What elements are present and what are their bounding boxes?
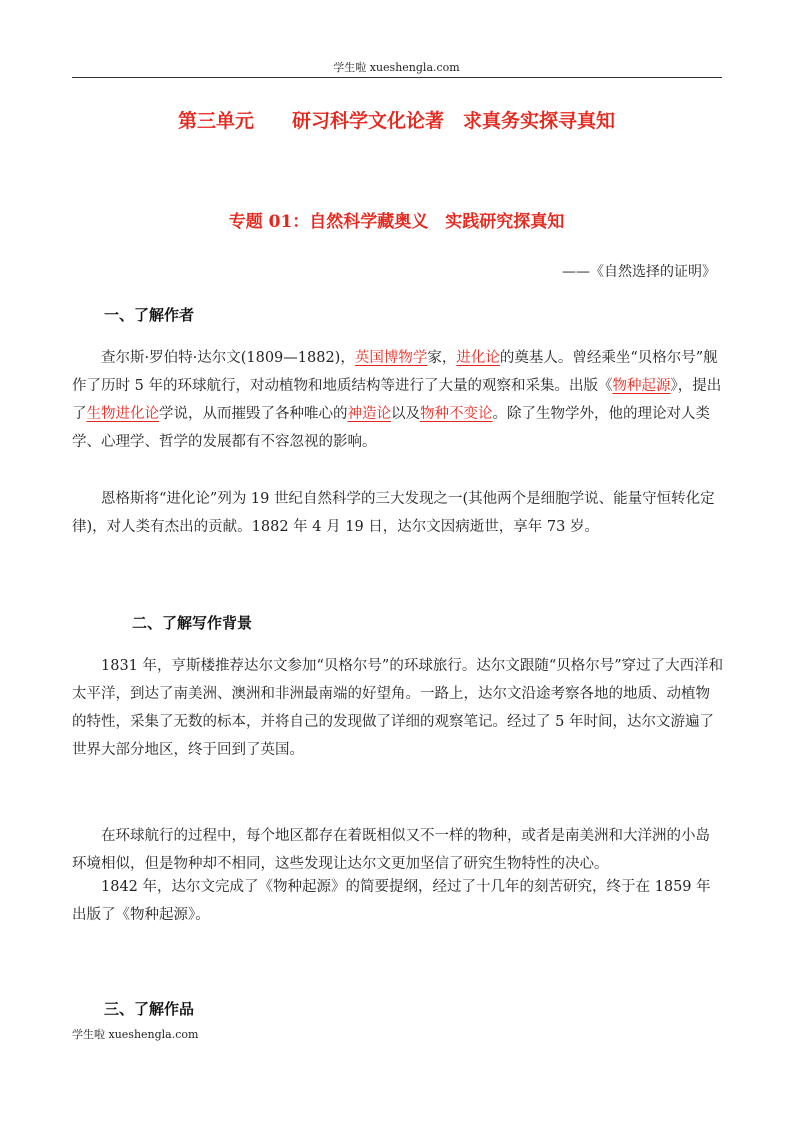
section-heading-author: 一、了解作者 [104, 306, 195, 324]
link-species-invariance[interactable]: 物种不变论 [420, 406, 493, 422]
page-footer-site: 学生啦 xueshengla.com [72, 1028, 199, 1041]
author-paragraph-1: 查尔斯·罗伯特·达尔文(1809—1882)，英国博物学家，进化论的奠基人。曾经乘坐“贝格尔号”舰作了历时 5 年的环球航行，对动植物和地质结构等进行了大量的观察和采集。出版《物种起源》，提出了生物进化论学说，从而摧毁了各种唯心的神造论以及物种不变论。除了生物学外，他的理论对人类学、心理学、哲学的发展都有不容忽视的影响。 [72, 350, 722, 450]
link-origin-of-species[interactable]: 物种起源 [612, 378, 671, 394]
unit-title: 第三单元 研习科学文化论著 求真务实探寻真知 [177, 110, 615, 132]
section-heading-background: 二、了解写作背景 [132, 614, 253, 632]
header-divider [72, 77, 722, 78]
link-creationism[interactable]: 神造论 [347, 406, 391, 422]
section-heading-work: 三、了解作品 [104, 1000, 195, 1018]
author-paragraph-2: 恩格斯将“进化论”列为 19 世纪自然科学的三大发现之一(其他两个是细胞学说、能量守恒转化定律)，对人类有杰出的贡献。1882 年 4 月 19 日，达尔文因病逝世，享年 73 岁。 [72, 491, 715, 535]
link-evolution-theory[interactable]: 进化论 [456, 350, 500, 366]
page-header-site: 学生啦 xueshengla.com [333, 61, 460, 74]
background-paragraph-3: 1842 年，达尔文完成了《物种起源》的简要提纲，经过了十几年的刻苦研究，终于在 1859 年出版了《物种起源》。 [72, 879, 711, 923]
subtitle: ——《自然选择的证明》 [562, 264, 716, 280]
link-biological-evolution[interactable]: 生物进化论 [86, 406, 159, 422]
link-british-naturalist[interactable]: 英国博物学 [354, 350, 428, 366]
background-paragraph-2: 在环球航行的过程中，每个地区都存在着既相似又不一样的物种，或者是南美洲和大洋洲的小岛环境相似，但是物种却不相同，这些发现让达尔文更加坚信了研究生物特性的决心。 [72, 828, 710, 872]
topic-title: 专题 01：自然科学藏奥义 实践研究探真知 [228, 212, 565, 232]
background-paragraph-1: 1831 年，亨斯楼推荐达尔文参加“贝格尔号”的环球旅行。达尔文跟随“贝格尔号”穿过了大西洋和太平洋，到达了南美洲、澳洲和非洲最南端的好望角。一路上，达尔文沿途考察各地的地质、动植物的特性，采集了无数的标本，并将自己的发现做了详细的观察笔记。经过了 5 年时间，达尔文游遍了世界大部分地区，终于回到了英国。 [72, 658, 724, 758]
